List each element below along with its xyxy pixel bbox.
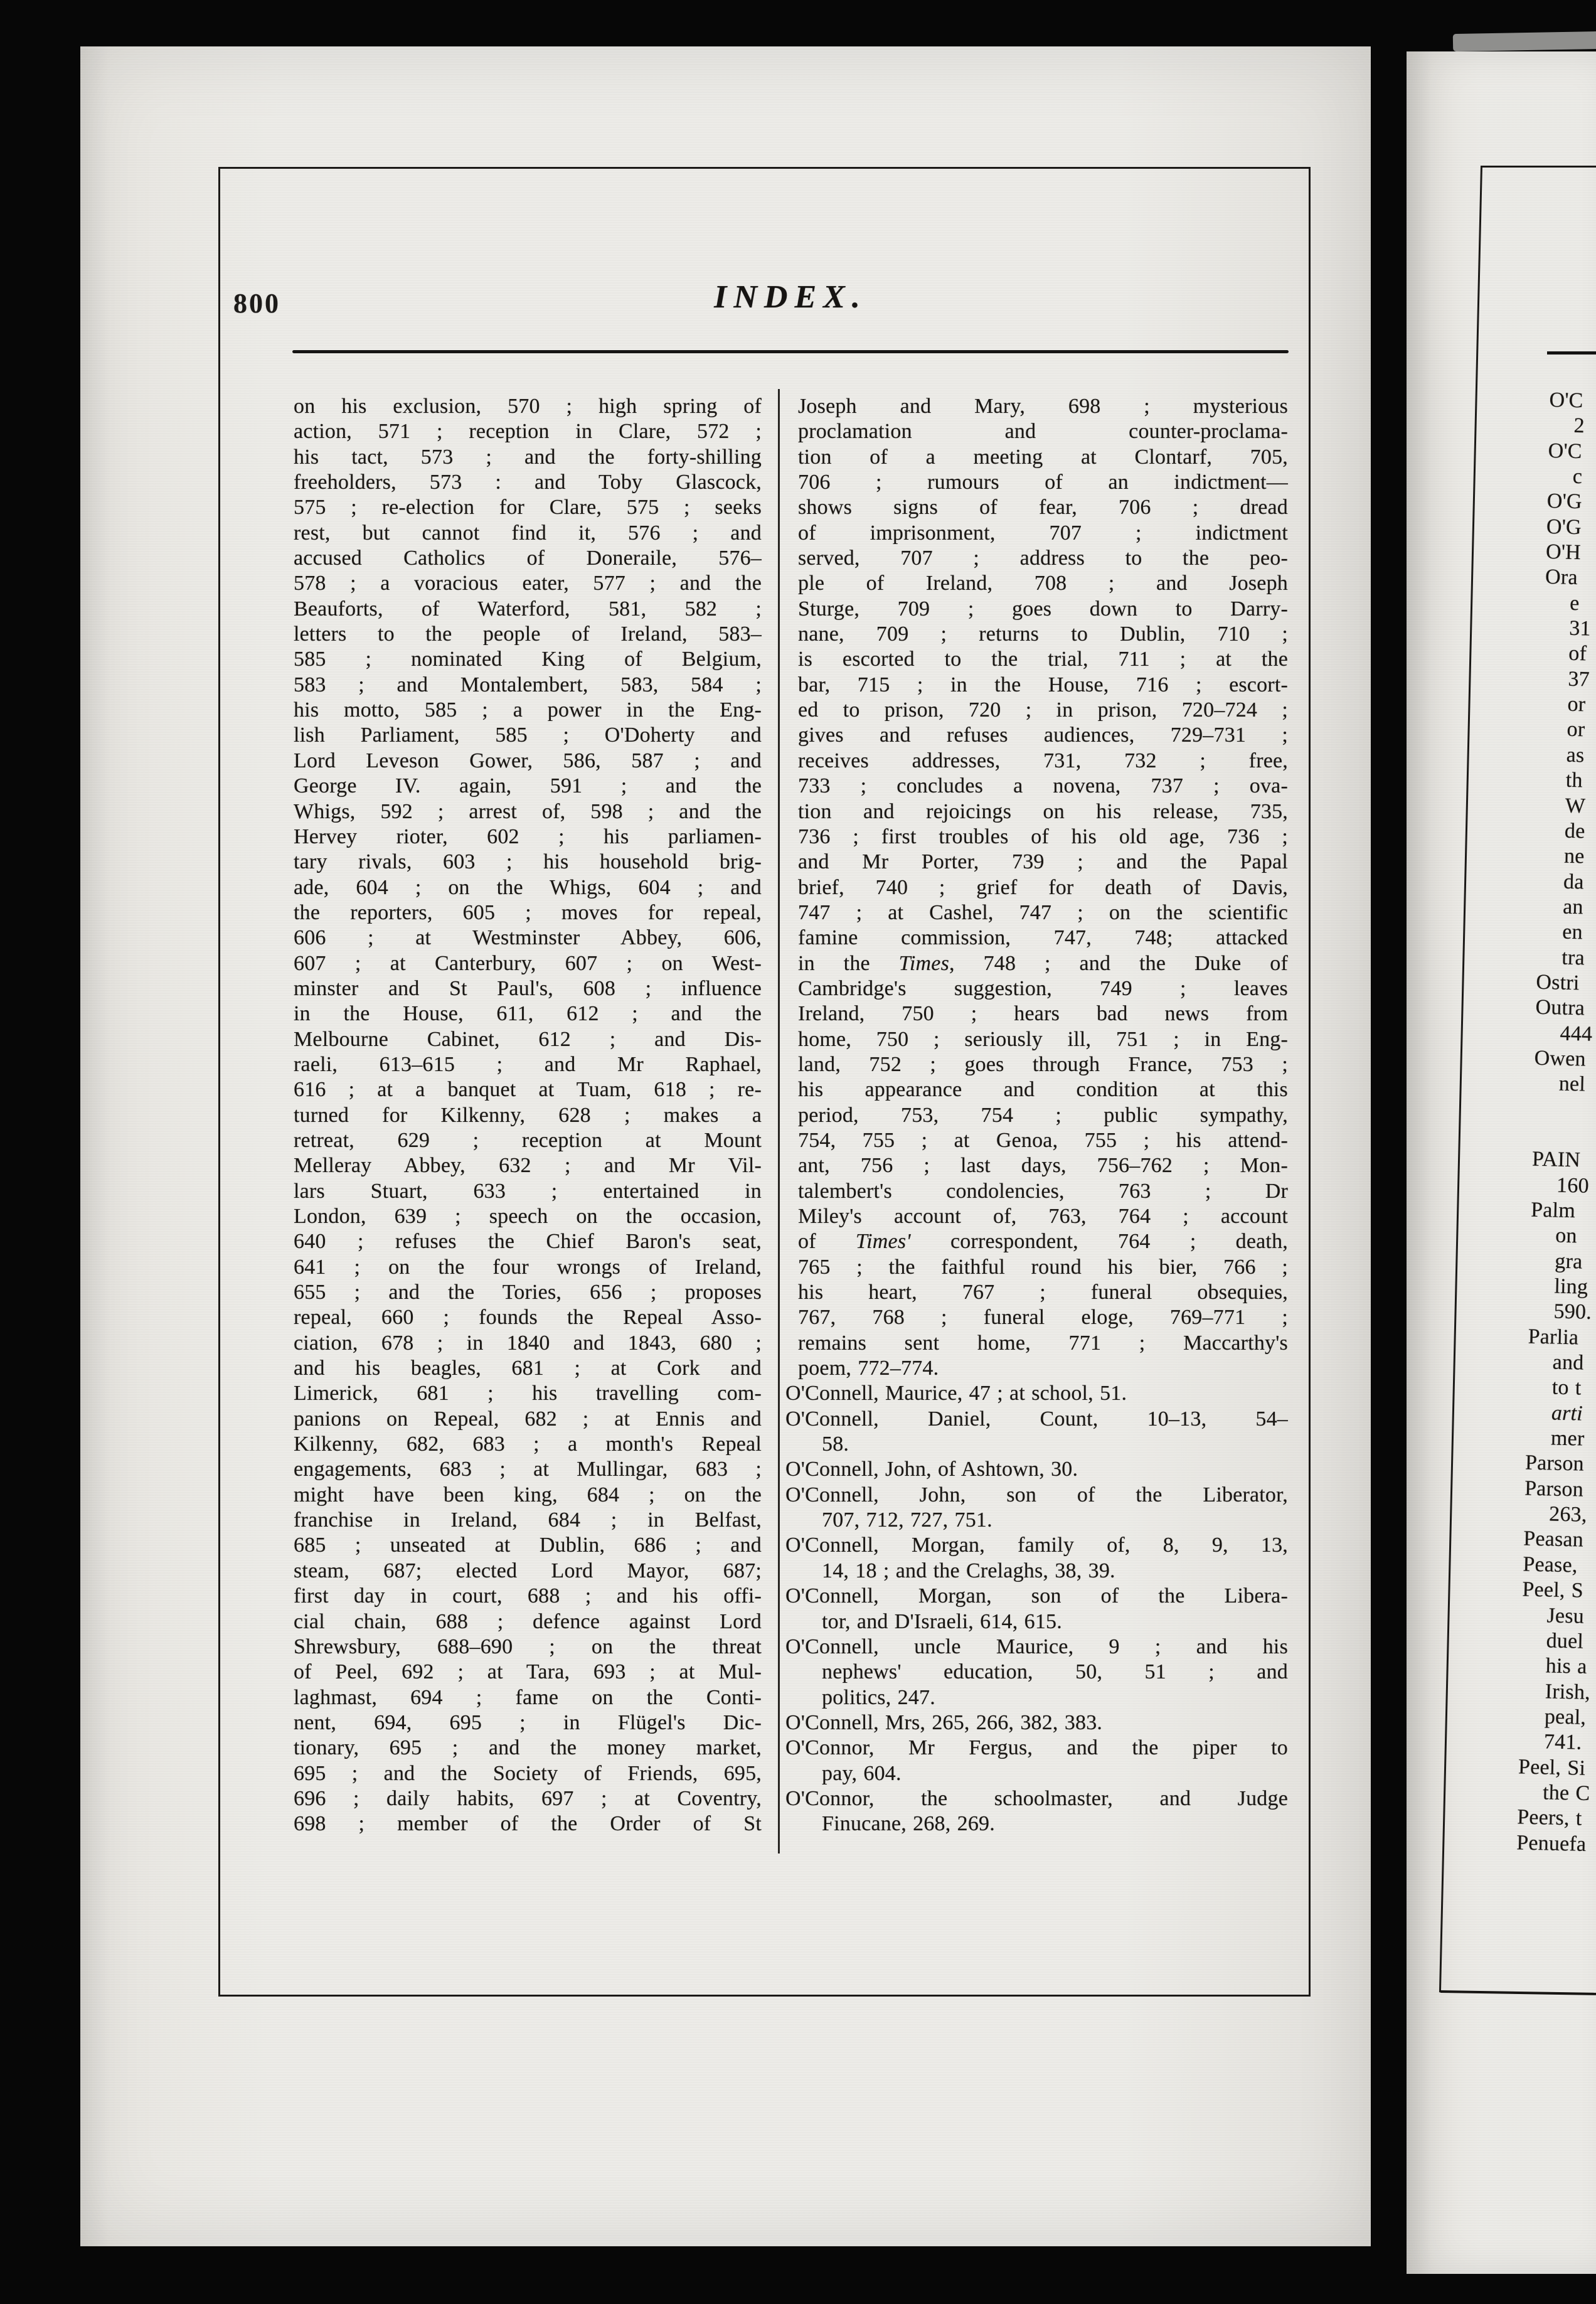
index-line: period, 753, 754 ; public sympathy, bbox=[798, 1103, 1288, 1127]
right-page-border-top bbox=[1481, 166, 1596, 168]
index-line: an bbox=[1562, 895, 1584, 919]
index-line: the reporters, 605 ; moves for repeal, bbox=[294, 900, 762, 924]
index-line: 733 ; concludes a novena, 737 ; ova- bbox=[798, 774, 1288, 798]
index-line: O'Connor, Mr Fergus, and the piper to bbox=[785, 1736, 1288, 1760]
index-line: 696 ; daily habits, 697 ; at Coventry, bbox=[294, 1786, 762, 1810]
index-line: bar, 715 ; in the House, 716 ; escort- bbox=[798, 673, 1288, 696]
index-line: ciation, 678 ; in 1840 and 1843, 680 ; bbox=[294, 1331, 762, 1355]
index-line: O'Connell, Daniel, Count, 10–13, 54– bbox=[785, 1407, 1288, 1431]
index-line: de bbox=[1564, 819, 1585, 843]
index-line: Penuefa bbox=[1516, 1831, 1587, 1856]
index-line: 58. bbox=[822, 1432, 849, 1456]
index-line: 606 ; at Westminster Abbey, 606, bbox=[294, 926, 762, 950]
index-line: lars Stuart, 633 ; entertained in bbox=[294, 1179, 762, 1203]
index-line: steam, 687; elected Lord Mayor, 687; bbox=[294, 1559, 762, 1582]
index-line: Limerick, 681 ; his travelling com- bbox=[294, 1382, 762, 1405]
index-line: O'Connell, John, of Ashtown, 30. bbox=[785, 1458, 1078, 1481]
page-edge-highlight bbox=[1453, 31, 1596, 51]
index-line: en bbox=[1561, 920, 1583, 944]
index-line: da bbox=[1563, 870, 1585, 893]
index-line: politics, 247. bbox=[822, 1685, 935, 1709]
index-line: Owen bbox=[1534, 1046, 1587, 1071]
index-line: 263, bbox=[1548, 1502, 1587, 1527]
index-line: action, 571 ; reception in Clare, 572 ; bbox=[294, 420, 762, 444]
header-rule bbox=[292, 350, 1289, 353]
index-line: 765 ; the faithful round his bier, 766 ; bbox=[798, 1255, 1288, 1279]
index-line: 707, 712, 727, 751. bbox=[822, 1508, 992, 1532]
index-line: on bbox=[1555, 1224, 1578, 1248]
column-divider-rule bbox=[778, 389, 780, 1853]
index-line: Melbourne Cabinet, 612 ; and Dis- bbox=[294, 1027, 762, 1051]
index-line: or bbox=[1567, 718, 1585, 742]
index-line: and his beagles, 681 ; at Cork and bbox=[294, 1357, 762, 1380]
index-line: lish Parliament, 585 ; O'Doherty and bbox=[294, 723, 762, 747]
index-line: nephews' education, 50, 51 ; and bbox=[822, 1660, 1288, 1684]
right-page-header-rule bbox=[1547, 351, 1596, 355]
index-line: 655 ; and the Tories, 656 ; proposes bbox=[294, 1281, 762, 1304]
index-line: nane, 709 ; returns to Dublin, 710 ; bbox=[798, 622, 1288, 646]
index-line: tor, and D'Israeli, 614, 615. bbox=[822, 1609, 1062, 1633]
index-line: Parson bbox=[1524, 1451, 1585, 1476]
index-line: accused Catholics of Doneraile, 576– bbox=[294, 547, 762, 570]
index-line: Parlia bbox=[1528, 1325, 1579, 1350]
index-line: 685 ; unseated at Dublin, 686 ; and bbox=[294, 1533, 762, 1557]
index-line: 578 ; a voracious eater, 577 ; and the bbox=[294, 572, 762, 595]
index-line: tion and rejoicings on his release, 735, bbox=[798, 799, 1288, 823]
index-line: O'Connor, the schoolmaster, and Judge bbox=[785, 1786, 1288, 1810]
index-line: of Peel, 692 ; at Tara, 693 ; at Mul- bbox=[294, 1660, 762, 1684]
index-line: 695 ; and the Society of Friends, 695, bbox=[294, 1761, 762, 1785]
index-column-left bbox=[294, 394, 762, 1837]
index-line: Parson bbox=[1524, 1476, 1584, 1501]
index-line: ne bbox=[1563, 844, 1585, 868]
index-line: in the Times, 748 ; and the Duke of bbox=[798, 951, 1288, 975]
index-line: 37 bbox=[1568, 667, 1590, 691]
index-line: O'Connell, uncle Maurice, 9 ; and his bbox=[785, 1635, 1288, 1658]
index-line: his heart, 767 ; funeral obsequies, bbox=[798, 1281, 1288, 1304]
index-line: O'C bbox=[1548, 439, 1583, 463]
index-line: PAIN bbox=[1531, 1148, 1581, 1172]
index-line: the C bbox=[1542, 1781, 1590, 1805]
index-line: 706 ; rumours of an indictment— bbox=[798, 471, 1288, 494]
index-line: cial chain, 688 ; defence against Lord bbox=[294, 1609, 762, 1633]
index-line: home, 750 ; seriously ill, 751 ; in Eng- bbox=[798, 1027, 1288, 1051]
index-line: O'H bbox=[1545, 540, 1582, 565]
index-line: proclamation and counter-proclama- bbox=[798, 420, 1288, 444]
index-line: George IV. again, 591 ; and the bbox=[294, 774, 762, 798]
index-line: and bbox=[1552, 1350, 1584, 1375]
index-line: 583 ; and Montalembert, 583, 584 ; bbox=[294, 673, 762, 696]
index-line: tion of a meeting at Clontarf, 705, bbox=[798, 445, 1288, 469]
index-line: Sturge, 709 ; goes down to Darry- bbox=[798, 597, 1288, 621]
index-line: e bbox=[1569, 591, 1580, 615]
index-line: O'Connell, Maurice, 47 ; at school, 51. bbox=[785, 1382, 1127, 1405]
index-line: 2 bbox=[1573, 414, 1585, 438]
index-line: ple of Ireland, 708 ; and Joseph bbox=[798, 572, 1288, 595]
index-line: Joseph and Mary, 698 ; mysterious bbox=[798, 395, 1288, 418]
index-line: engagements, 683 ; at Mullingar, 683 ; bbox=[294, 1458, 762, 1481]
index-line: th bbox=[1565, 768, 1583, 792]
index-line: repeal, 660 ; founds the Repeal Asso- bbox=[294, 1306, 762, 1330]
index-line: in the House, 611, 612 ; and the bbox=[294, 1002, 762, 1026]
index-line: 747 ; at Cashel, 747 ; on the scientific bbox=[798, 900, 1288, 924]
index-line: first day in court, 688 ; and his offi- bbox=[294, 1584, 762, 1608]
index-line: famine commission, 747, 748; attacked bbox=[798, 926, 1288, 950]
index-line: and Mr Porter, 739 ; and the Papal bbox=[798, 850, 1288, 874]
index-line: London, 639 ; speech on the occasion, bbox=[294, 1205, 762, 1228]
index-line: or bbox=[1567, 692, 1586, 717]
index-line: arti bbox=[1551, 1401, 1583, 1426]
index-line: 607 ; at Canterbury, 607 ; on West- bbox=[294, 951, 762, 975]
index-line: 640 ; refuses the Chief Baron's seat, bbox=[294, 1230, 762, 1254]
index-line: tary rivals, 603 ; his household brig- bbox=[294, 850, 762, 874]
index-line: Beauforts, of Waterford, 581, 582 ; bbox=[294, 597, 762, 621]
index-line: Whigs, 592 ; arrest of, 598 ; and the bbox=[294, 799, 762, 823]
index-line: ant, 756 ; last days, 756–762 ; Mon- bbox=[798, 1154, 1288, 1178]
index-line: might have been king, 684 ; on the bbox=[294, 1483, 762, 1507]
index-line: Peasan bbox=[1523, 1527, 1584, 1552]
index-line: raeli, 613–615 ; and Mr Raphael, bbox=[294, 1052, 762, 1076]
page-number: 800 bbox=[233, 288, 280, 319]
index-line: 444 bbox=[1560, 1021, 1593, 1046]
index-line: tionary, 695 ; and the money market, bbox=[294, 1736, 762, 1760]
index-line: Finucane, 268, 269. bbox=[822, 1812, 995, 1836]
index-line: Irish, bbox=[1545, 1679, 1591, 1704]
index-line: O'Connell, Morgan, family of, 8, 9, 13, bbox=[785, 1533, 1288, 1557]
index-line: Shrewsbury, 688–690 ; on the threat bbox=[294, 1635, 762, 1658]
index-line: rest, but cannot find it, 576 ; and bbox=[294, 521, 762, 545]
index-line: Peel, S bbox=[1522, 1577, 1584, 1603]
index-line: Palm bbox=[1530, 1198, 1576, 1223]
index-line: minster and St Paul's, 608 ; influence bbox=[294, 976, 762, 1000]
index-line: Peers, t bbox=[1516, 1805, 1582, 1830]
index-line: pay, 604. bbox=[822, 1761, 902, 1785]
index-line: remains sent home, 771 ; Maccarthy's bbox=[798, 1331, 1288, 1355]
index-line: O'Connell, Mrs, 265, 266, 382, 383. bbox=[785, 1710, 1103, 1734]
index-line: is escorted to the trial, 711 ; at the bbox=[798, 648, 1288, 671]
index-line: mer bbox=[1550, 1426, 1585, 1451]
index-line: of bbox=[1568, 642, 1587, 666]
index-line: Outra bbox=[1535, 996, 1585, 1020]
index-line: panions on Repeal, 682 ; at Ennis and bbox=[294, 1407, 762, 1431]
index-line: 641 ; on the four wrongs of Ireland, bbox=[294, 1255, 762, 1279]
page-header-title: INDEX. bbox=[714, 279, 867, 315]
index-line: gra bbox=[1555, 1249, 1583, 1274]
index-line: freeholders, 573 : and Toby Glascock, bbox=[294, 471, 762, 494]
index-line: 754, 755 ; at Genoa, 755 ; his attend- bbox=[798, 1128, 1288, 1152]
index-line: Ora bbox=[1545, 565, 1578, 590]
index-line: 575 ; re-election for Clare, 575 ; seeks bbox=[294, 496, 762, 520]
index-line: turned for Kilkenny, 628 ; makes a bbox=[294, 1103, 762, 1127]
index-line: O'G bbox=[1546, 489, 1583, 514]
index-line: c bbox=[1572, 464, 1583, 489]
index-line: 160 bbox=[1556, 1173, 1590, 1198]
index-line: 741. bbox=[1543, 1730, 1582, 1754]
index-line: talembert's condolencies, 763 ; Dr bbox=[798, 1179, 1288, 1203]
index-line: Pease, bbox=[1523, 1552, 1578, 1577]
index-line: 616 ; at a banquet at Tuam, 618 ; re- bbox=[294, 1078, 762, 1102]
index-line: gives and refuses audiences, 729–731 ; bbox=[798, 723, 1288, 747]
index-line: Ireland, 750 ; hears bad news from bbox=[798, 1002, 1288, 1026]
index-line: 736 ; first troubles of his old age, 736 ; bbox=[798, 824, 1288, 848]
index-line: of Times' correspondent, 764 ; death, bbox=[798, 1230, 1288, 1254]
index-line: land, 752 ; goes through France, 753 ; bbox=[798, 1052, 1288, 1076]
index-line: O'Connell, Morgan, son of the Libera- bbox=[785, 1584, 1288, 1608]
index-line: served, 707 ; address to the peo- bbox=[798, 547, 1288, 570]
index-line: O'Connell, John, son of the Liberator, bbox=[785, 1483, 1288, 1507]
index-line: W bbox=[1565, 794, 1586, 818]
index-line: nel bbox=[1558, 1072, 1586, 1096]
index-line: Melleray Abbey, 632 ; and Mr Vil- bbox=[294, 1154, 762, 1178]
index-line: his a bbox=[1545, 1654, 1587, 1679]
index-column-right bbox=[785, 394, 1288, 1837]
index-line: his tact, 573 ; and the forty-shilling bbox=[294, 445, 762, 469]
index-line: 698 ; member of the Order of St bbox=[294, 1812, 762, 1836]
index-line: nent, 694, 695 ; in Flügel's Dic- bbox=[294, 1710, 762, 1734]
index-line: 585 ; nominated King of Belgium, bbox=[294, 648, 762, 671]
index-line: franchise in Ireland, 684 ; in Belfast, bbox=[294, 1508, 762, 1532]
index-line: of imprisonment, 707 ; indictment bbox=[798, 521, 1288, 545]
index-line: Cambridge's suggestion, 749 ; leaves bbox=[798, 976, 1288, 1000]
index-line: tra bbox=[1561, 946, 1585, 970]
index-line: poem, 772–774. bbox=[798, 1357, 939, 1380]
index-line: Lord Leveson Gower, 586, 587 ; and bbox=[294, 749, 762, 772]
index-line: 31 bbox=[1568, 616, 1592, 641]
index-line: Hervey rioter, 602 ; his parliamen- bbox=[294, 824, 762, 848]
index-line: peal, bbox=[1544, 1705, 1587, 1729]
index-line: Miley's account of, 763, 764 ; account bbox=[798, 1205, 1288, 1228]
index-line: retreat, 629 ; reception at Mount bbox=[294, 1128, 762, 1152]
index-line: his appearance and condition at this bbox=[798, 1078, 1288, 1102]
index-line: his motto, 585 ; a power in the Eng- bbox=[294, 698, 762, 722]
index-line: to t bbox=[1551, 1375, 1582, 1400]
index-line: receives addresses, 731, 732 ; free, bbox=[798, 749, 1288, 772]
index-line: 14, 18 ; and the Crelaghs, 38, 39. bbox=[822, 1559, 1115, 1582]
index-line: shows signs of fear, 706 ; dread bbox=[798, 496, 1288, 520]
index-line: O'G bbox=[1546, 515, 1582, 539]
index-line: ed to prison, 720 ; in prison, 720–724 ; bbox=[798, 698, 1288, 722]
index-line: Peel, Si bbox=[1518, 1755, 1586, 1780]
index-line: ade, 604 ; on the Whigs, 604 ; and bbox=[294, 875, 762, 899]
index-line: Kilkenny, 682, 683 ; a month's Repeal bbox=[294, 1432, 762, 1456]
index-line: laghmast, 694 ; fame on the Conti- bbox=[294, 1685, 762, 1709]
index-line: Ostri bbox=[1536, 970, 1580, 995]
index-line: brief, 740 ; grief for death of Davis, bbox=[798, 875, 1288, 899]
index-line: 590. bbox=[1553, 1299, 1592, 1325]
index-line: 767, 768 ; funeral eloge, 769–771 ; bbox=[798, 1306, 1288, 1330]
index-line: O'C bbox=[1549, 388, 1583, 413]
index-line: letters to the people of Ireland, 583– bbox=[294, 622, 762, 646]
index-line: Jesu bbox=[1546, 1603, 1585, 1628]
index-line: on his exclusion, 570 ; high spring of bbox=[294, 395, 762, 418]
index-line: as bbox=[1566, 743, 1585, 767]
index-line: duel bbox=[1546, 1629, 1584, 1653]
index-line: ling bbox=[1554, 1274, 1588, 1299]
